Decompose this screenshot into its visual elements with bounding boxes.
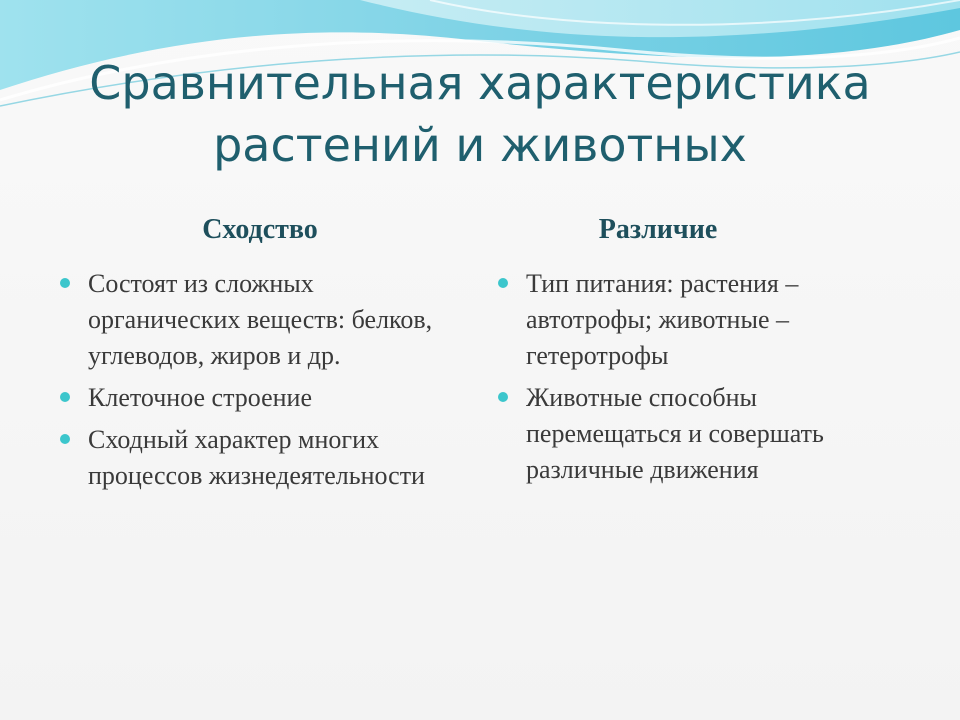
list-item-text: Клеточное строение (88, 383, 312, 412)
list-item-text: Тип питания: растения – автотрофы; животные – гетеротрофы (526, 269, 799, 370)
bullet-dot-icon (60, 392, 70, 402)
difference-column (498, 210, 918, 494)
slide-title: Сравнительная характеристика растений и животных (89, 56, 871, 172)
list-item-text: Состоят из сложных органических веществ: белков, углеводов, жиров и др. (88, 269, 433, 370)
list-item (60, 380, 460, 416)
bullet-dot-icon (60, 278, 70, 288)
bullet-dot-icon (60, 434, 70, 444)
list-item (498, 266, 918, 374)
bullet-dot-icon (498, 278, 508, 288)
similarity-heading: Сходство (202, 214, 318, 245)
list-item-text: Сходный характер многих процессов жизнедеятельности (88, 425, 425, 490)
similarity-list (60, 266, 460, 494)
difference-list (498, 266, 918, 488)
list-item (498, 380, 918, 488)
list-item (60, 266, 460, 374)
bullet-dot-icon (498, 392, 508, 402)
list-item (60, 422, 460, 494)
list-item-text: Животные способны перемещаться и совершать различные движения (526, 383, 824, 484)
difference-heading: Различие (598, 214, 718, 245)
similarity-column (60, 210, 460, 500)
